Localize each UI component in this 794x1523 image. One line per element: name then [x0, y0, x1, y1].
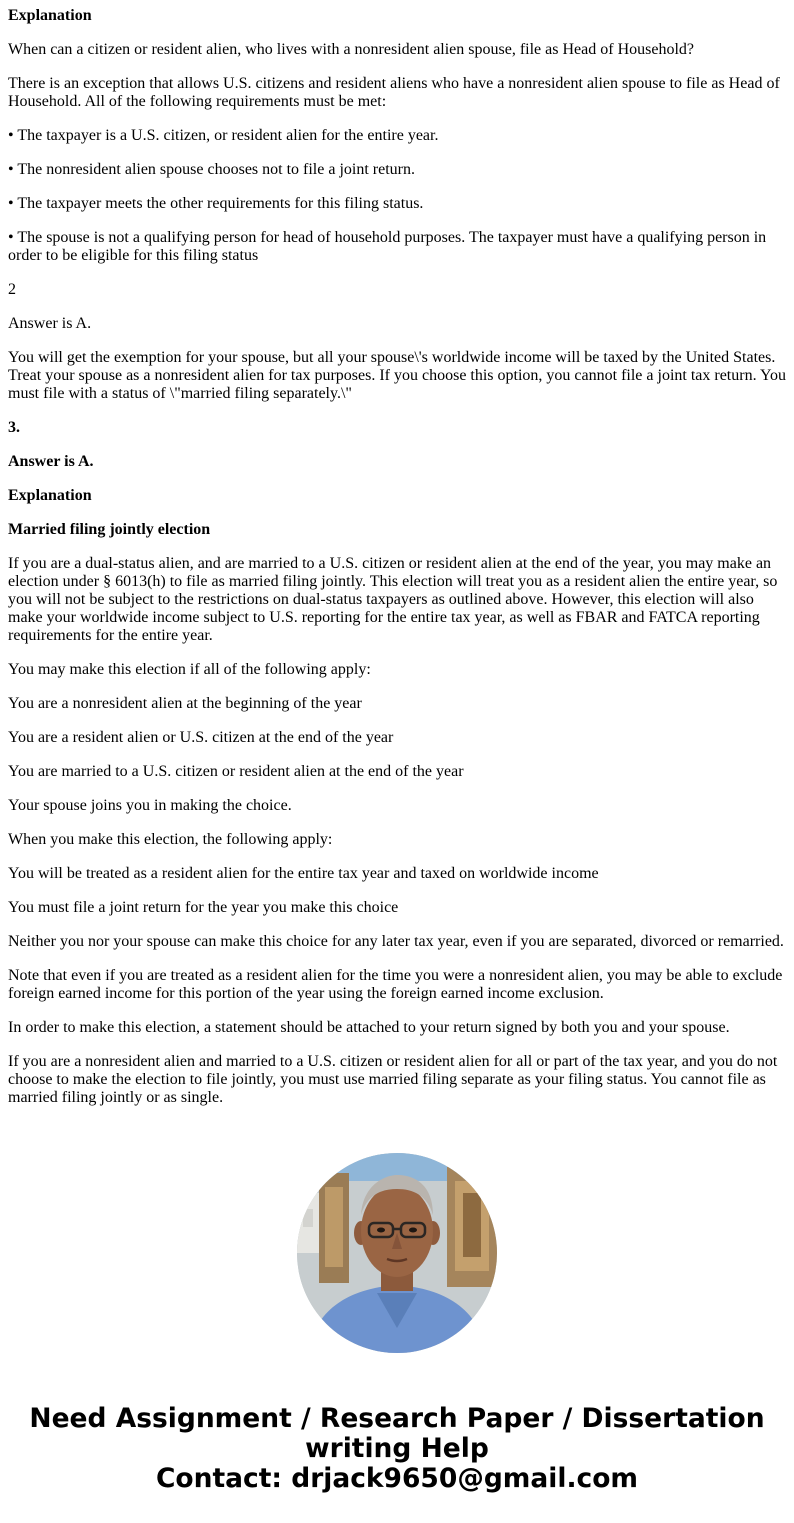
banner-line-1: Need Assignment / Research Paper / Dissertation	[29, 1403, 765, 1434]
explanation-heading: Explanation	[8, 7, 92, 24]
statement-paragraph: In order to make this election, a statement should be attached to your return signed by both you and your spouse.	[8, 1019, 730, 1036]
question-3-answer: Answer is A.	[8, 453, 94, 470]
effects-intro: When you make this election, the following apply:	[8, 831, 333, 848]
requirement-bullet: • The spouse is not a qualifying person for head of household purposes. The taxpayer must have a qualifying person in order to be eligible for this filing status	[8, 229, 767, 264]
condition-item: You are married to a U.S. citizen or resident alien at the end of the year	[8, 763, 464, 780]
avatar-portrait	[297, 1153, 497, 1353]
question-text: When can a citizen or resident alien, who lives with a nonresident alien spouse, file as Head of Household?	[8, 41, 694, 58]
question-3-number: 3.	[8, 419, 20, 436]
contact-banner	[0, 1404, 794, 1494]
condition-item: You are a nonresident alien at the beginning of the year	[8, 695, 362, 712]
requirement-bullet: • The taxpayer meets the other requirements for this filing status.	[8, 195, 424, 212]
question-2-explanation: You will get the exemption for your spouse, but all your spouse\'s worldwide income will be taxed by the United States. Treat your spouse as a nonresident alien for tax purposes. If you choose this option, you cannot file a joint tax return. You must file with a status of \"married filing separately.\"	[8, 349, 786, 402]
requirement-bullet: • The taxpayer is a U.S. citizen, or resident alien for the entire year.	[8, 127, 439, 144]
effect-item: You will be treated as a resident alien for the entire tax year and taxed on worldwide income	[8, 865, 599, 882]
author-avatar	[297, 1153, 497, 1353]
banner-line-2: writing Help	[305, 1433, 489, 1464]
election-paragraph: If you are a dual-status alien, and are married to a U.S. citizen or resident alien at the end of the year, you may make an election under § 6013(h) to file as married filing jointly. This election will treat you as a resident alien the entire year, so you will not be subject to the restrictions on dual-status taxpayers as outlined above. However, this election will also make your worldwide income subject to U.S. reporting for the entire tax year, as well as FBAR and FATCA reporting requirements for the entire year.	[8, 555, 778, 644]
intro-paragraph: There is an exception that allows U.S. citizens and resident aliens who have a nonresident alien spouse to file as Head of Household. All of the following requirements must be met:	[8, 75, 780, 110]
condition-item: You are a resident alien or U.S. citizen at the end of the year	[8, 729, 394, 746]
banner-contact-line: Contact: drjack9650@gmail.com	[155, 1463, 639, 1494]
requirement-bullet: • The nonresident alien spouse chooses not to file a joint return.	[8, 161, 415, 178]
document-body	[8, 7, 788, 1123]
question-3-explanation-heading: Explanation	[8, 487, 92, 504]
conditions-intro: You may make this election if all of the following apply:	[8, 661, 371, 678]
final-paragraph: If you are a nonresident alien and married to a U.S. citizen or resident alien for all or part of the tax year, and you do not choose to make the election to file jointly, you must use married filing separate as your filing status. You cannot file as married filing jointly or as single.	[8, 1053, 778, 1106]
question-2-number: 2	[8, 281, 16, 298]
effect-item: Neither you nor your spouse can make this choice for any later tax year, even if you are separated, divorced or remarried.	[8, 933, 784, 950]
effect-item: You must file a joint return for the year you make this choice	[8, 899, 399, 916]
election-subheading: Married filing jointly election	[8, 521, 211, 538]
question-2-answer: Answer is A.	[8, 315, 92, 332]
note-paragraph: Note that even if you are treated as a resident alien for the time you were a nonresident alien, you may be able to exclude foreign earned income for this portion of the year using the foreign earned income exclusion.	[8, 967, 783, 1002]
condition-item: Your spouse joins you in making the choice.	[8, 797, 292, 814]
